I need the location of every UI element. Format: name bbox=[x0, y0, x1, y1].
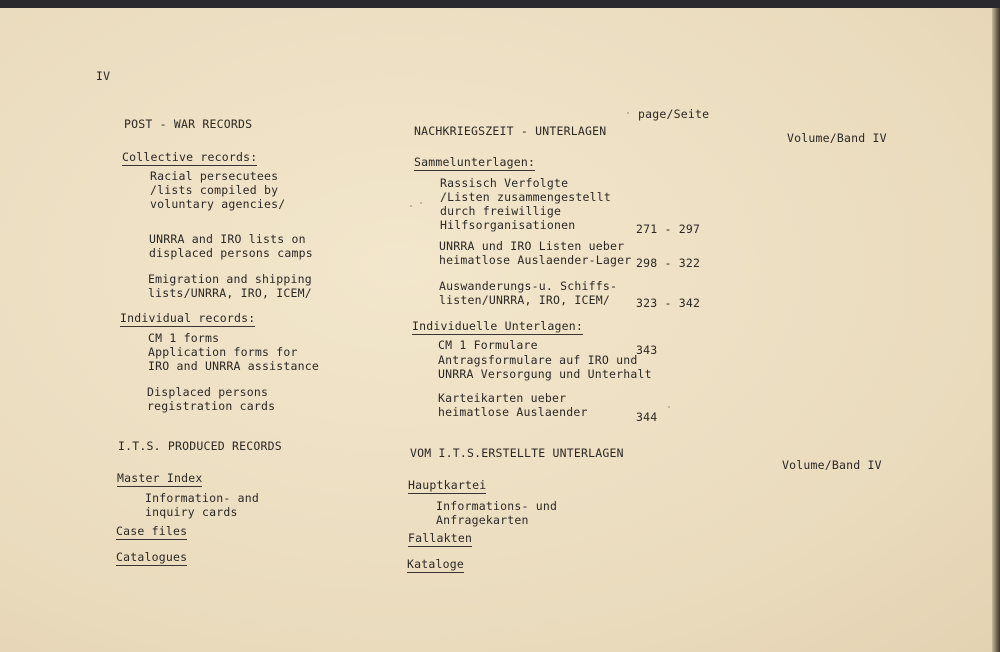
individuelle-item-karteikarten-line2: heimatlose Auslaender bbox=[438, 405, 588, 419]
collective-item-racial-line3: voluntary agencies/ bbox=[150, 197, 286, 211]
individuelle-item-karteikarten-line1: Karteikarten ueber bbox=[438, 391, 567, 405]
paper-speck bbox=[420, 202, 422, 204]
nachkriegszeit-title: NACHKRIEGSZEIT - UNTERLAGEN bbox=[414, 124, 607, 138]
volume-label-2: Volume/Band IV bbox=[782, 458, 882, 472]
page-range-emigration: 323 - 342 bbox=[636, 296, 701, 310]
page-edge-shadow bbox=[992, 8, 1000, 652]
individual-item-dp-line2: registration cards bbox=[147, 399, 276, 413]
hauptkartei-item-line2: Anfragekarten bbox=[436, 513, 529, 527]
page-seite-header: page/Seite bbox=[638, 107, 710, 121]
paper-speck bbox=[668, 406, 670, 408]
sammel-item-rassisch-line3: durch freiwillige bbox=[440, 204, 562, 218]
vom-its-title: VOM I.T.S.ERSTELLTE UNTERLAGEN bbox=[410, 446, 624, 460]
collective-records-heading: Collective records: bbox=[122, 150, 258, 164]
collective-item-unrra-line2: displaced persons camps bbox=[149, 246, 313, 260]
collective-item-emigration-line1: Emigration and shipping bbox=[148, 272, 312, 286]
post-war-records-title: POST - WAR RECORDS bbox=[124, 117, 253, 131]
page-range-unrra: 298 - 322 bbox=[636, 256, 701, 270]
page-range-racial: 271 - 297 bbox=[636, 222, 701, 236]
individuelle-unterlagen-heading: Individuelle Unterlagen: bbox=[412, 319, 583, 333]
fallakten-heading: Fallakten bbox=[408, 531, 473, 545]
individual-item-cm1-line3: IRO and UNRRA assistance bbox=[148, 359, 319, 373]
sammel-item-unrra-line1: UNRRA und IRO Listen ueber bbox=[439, 239, 625, 253]
collective-item-racial-line1: Racial persecutees bbox=[150, 169, 279, 183]
individuelle-item-cm1-line3: UNRRA Versorgung und Unterhalt bbox=[438, 367, 652, 381]
individual-records-heading: Individual records: bbox=[120, 311, 256, 325]
collective-item-racial-line2: /lists compiled by bbox=[150, 183, 279, 197]
sammel-item-auswanderung-line2: listen/UNRRA, IRO, ICEM/ bbox=[439, 293, 610, 307]
collective-item-unrra-line1: UNRRA and IRO lists on bbox=[149, 232, 306, 246]
page-number-cards: 344 bbox=[636, 410, 658, 424]
master-index-item-line2: inquiry cards bbox=[145, 505, 238, 519]
kataloge-heading: Kataloge bbox=[407, 557, 464, 571]
hauptkartei-heading: Hauptkartei bbox=[408, 478, 487, 492]
sammel-item-rassisch-line4: Hilfsorganisationen bbox=[440, 218, 576, 232]
individual-item-cm1-line2: Application forms for bbox=[148, 345, 298, 359]
sammel-item-auswanderung-line1: Auswanderungs-u. Schiffs- bbox=[439, 279, 618, 293]
paper-speck bbox=[410, 205, 412, 207]
paper-speck bbox=[627, 112, 629, 114]
volume-label-1: Volume/Band IV bbox=[787, 131, 887, 145]
sammel-item-rassisch-line2: /Listen zusammengestellt bbox=[440, 190, 611, 204]
catalogues-heading: Catalogues bbox=[116, 550, 188, 564]
individual-item-cm1-line1: CM 1 forms bbox=[148, 331, 220, 345]
master-index-item-line1: Information- and bbox=[145, 491, 259, 505]
page-number-cm1: 343 bbox=[636, 343, 658, 357]
its-produced-records-title: I.T.S. PRODUCED RECORDS bbox=[118, 439, 282, 453]
individual-item-dp-line1: Displaced persons bbox=[147, 385, 269, 399]
page-number: IV bbox=[96, 69, 111, 83]
document-page bbox=[0, 8, 1000, 652]
master-index-heading: Master Index bbox=[117, 471, 203, 485]
sammelunterlagen-heading: Sammelunterlagen: bbox=[414, 155, 536, 169]
sammel-item-unrra-line2: heimatlose Auslaender-Lager bbox=[439, 253, 632, 267]
individuelle-item-cm1-line1: CM 1 Formulare bbox=[438, 338, 538, 352]
sammel-item-rassisch-line1: Rassisch Verfolgte bbox=[440, 176, 569, 190]
collective-item-emigration-line2: lists/UNRRA, IRO, ICEM/ bbox=[148, 286, 312, 300]
hauptkartei-item-line1: Informations- und bbox=[436, 499, 558, 513]
case-files-heading: Case files bbox=[116, 524, 188, 538]
individuelle-item-cm1-line2: Antragsformulare auf IRO und bbox=[438, 353, 638, 367]
